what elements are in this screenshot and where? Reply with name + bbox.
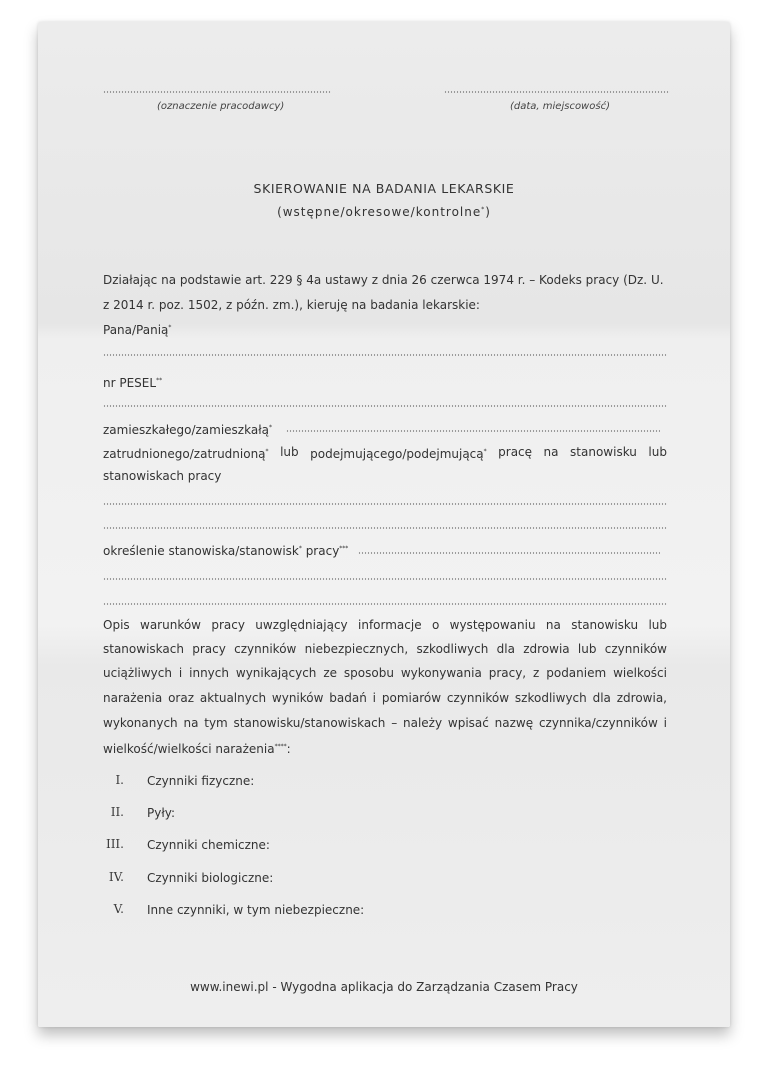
factor-label: Czynniki biologiczne: bbox=[147, 871, 274, 885]
employment-word: lub bbox=[648, 445, 667, 459]
position-text-2: pracy bbox=[305, 544, 340, 558]
employment-line-2: stanowiskach pracy bbox=[103, 469, 222, 483]
position-label bbox=[103, 541, 348, 559]
intro-line-1: Działając na podstawie art. 229 § 4a ustawy z dnia 26 czerwca 1974 r. – Kodeks pracy (Dz. U. bbox=[103, 273, 664, 287]
conditions-line-3: uciążliwych i innych wynikających ze sposobu wykonywania pracy, z podaniem wielkości bbox=[103, 666, 667, 680]
conditions-line-6 bbox=[103, 739, 291, 757]
employment-word: na bbox=[543, 445, 559, 459]
employment-word: zatrudnionego/zatrudnioną* bbox=[103, 447, 269, 461]
employer-label: (oznaczenie pracodawcy) bbox=[157, 101, 285, 112]
position-dotted-line-2[interactable] bbox=[103, 578, 667, 580]
addressee-label bbox=[103, 320, 171, 338]
document-subtitle bbox=[0, 205, 768, 219]
residence-dotted-line[interactable] bbox=[286, 430, 660, 432]
employment-word: stanowisku bbox=[570, 445, 637, 459]
residence-footnote-mark: * bbox=[268, 424, 272, 431]
conditions-line-4: narażenia oraz aktualnych wyników badań i pomiarów czynników szkodliwych dla zdrowia, bbox=[103, 691, 667, 705]
subtitle-footnote-mark: * bbox=[481, 206, 486, 213]
conditions-line-5: wykonanych na tym stanowisku/stanowiskach – należy wpisać nazwę czynnika/czynników i bbox=[103, 716, 667, 730]
factor-number: III. bbox=[105, 837, 124, 851]
employment-word: podejmującego/podejmującą* bbox=[310, 447, 487, 461]
position-footnote-mark: * bbox=[298, 545, 302, 552]
document-sheet bbox=[38, 22, 730, 1027]
factor-label: Czynniki fizyczne: bbox=[147, 774, 255, 788]
factor-number: IV. bbox=[108, 870, 124, 884]
factor-number: V. bbox=[113, 902, 124, 916]
document-title: SKIEROWANIE NA BADANIA LEKARSKIE bbox=[253, 181, 515, 196]
factor-number: I. bbox=[115, 773, 124, 787]
addressee-text: Pana/Panią bbox=[103, 323, 169, 337]
conditions-footnote-mark: **** bbox=[274, 743, 287, 750]
employment-dotted-line-1[interactable] bbox=[103, 503, 667, 505]
subtitle-text: (wstępne/okresowe/kontrolne bbox=[277, 205, 482, 219]
factor-label: Inne czynniki, w tym niebezpieczne: bbox=[147, 903, 365, 917]
position-footnote-mark-2: *** bbox=[339, 545, 349, 552]
factor-label: Czynniki chemiczne: bbox=[147, 838, 270, 852]
pesel-footnote-mark: ** bbox=[156, 377, 163, 384]
pesel-label bbox=[103, 373, 162, 391]
employment-word: lub bbox=[280, 445, 299, 459]
employment-dotted-line-2[interactable] bbox=[103, 527, 667, 529]
conditions-line-6-text: wielkość/wielkości narażenia bbox=[103, 742, 275, 756]
addressee-footnote-mark: * bbox=[168, 324, 172, 331]
date-place-dotted-line[interactable] bbox=[444, 91, 670, 93]
employment-line-1 bbox=[103, 444, 667, 462]
pesel-text: nr PESEL bbox=[103, 376, 157, 390]
factor-number: II. bbox=[110, 805, 124, 819]
pesel-dotted-line[interactable] bbox=[103, 405, 667, 407]
factor-label: Pyły: bbox=[147, 806, 176, 820]
position-dotted-line[interactable] bbox=[358, 552, 660, 554]
position-text: określenie stanowiska/stanowisk bbox=[103, 544, 299, 558]
subtitle-close: ) bbox=[485, 205, 491, 219]
addressee-dotted-line[interactable] bbox=[103, 354, 667, 356]
residence-label bbox=[103, 420, 272, 438]
footer-text: www.inewi.pl - Wygodna aplikacja do Zarządzania Czasem Pracy bbox=[190, 980, 578, 994]
position-dotted-line-3[interactable] bbox=[103, 603, 667, 605]
residence-text: zamieszkałego/zamieszkałą bbox=[103, 423, 269, 437]
conditions-line-6-colon: : bbox=[286, 742, 291, 756]
conditions-line-2: stanowiskach pracy czynników niebezpiecznych, szkodliwych dla zdrowia lub czynników bbox=[103, 642, 667, 656]
conditions-line-1: Opis warunków pracy uwzględniający informacje o występowaniu na stanowisku lub bbox=[103, 618, 667, 632]
employer-dotted-line[interactable] bbox=[103, 91, 331, 93]
intro-line-2: z 2014 r. poz. 1502, z późn. zm.), kieruję na badania lekarskie: bbox=[103, 298, 480, 312]
date-place-label: (data, miejscowość) bbox=[510, 101, 610, 112]
employment-word: pracę bbox=[498, 445, 533, 459]
